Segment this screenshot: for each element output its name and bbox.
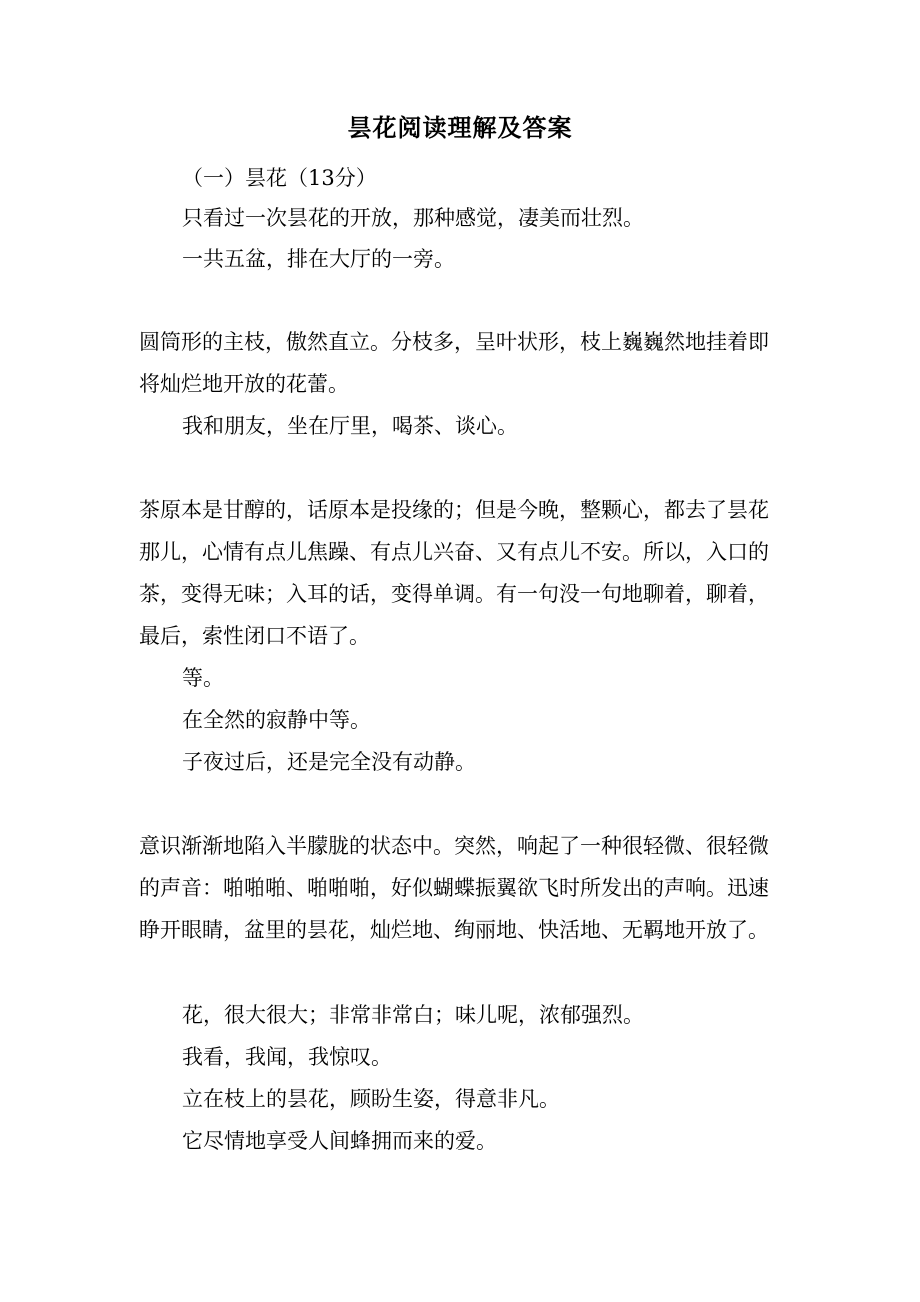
paragraph-12: 立在枝上的昙花，顾盼生姿，得意非凡。	[182, 1087, 560, 1111]
paragraph-4: 我和朋友，坐在厅里，喝茶、谈心。	[182, 414, 518, 438]
paragraph-11: 我看，我闻，我惊叹。	[182, 1045, 392, 1069]
paragraph-6: 等。	[182, 666, 224, 690]
paragraph-2: 一共五盆，排在大厅的一旁。	[182, 247, 455, 271]
section-heading: （一）昙花（13分）	[182, 166, 377, 190]
paragraph-3: 圆筒形的主枝，傲然直立。分枝多，呈叶状形，枝上巍巍然地挂着即将灿烂地开放的花蕾。	[139, 330, 769, 396]
paragraph-7: 在全然的寂静中等。	[182, 708, 371, 732]
paragraph-9: 意识渐渐地陷入半朦胧的状态中。突然，响起了一种很轻微、很轻微的声音：啪啪啪、啪啪啪，好似蝴蝶振翼欲飞时所发出的声响。迅速睁开眼睛，盆里的昙花，灿烂地、绚丽地、快活地、无羁地开放了。	[139, 834, 769, 942]
paragraph-5: 茶原本是甘醇的，话原本是投缘的；但是今晚，整颗心，都去了昙花那儿，心情有点儿焦躁、有点儿兴奋、又有点儿不安。所以，入口的茶，变得无味；入耳的话，变得单调。有一句没一句地聊着，聊着，最后，索性闭口不语了。	[139, 498, 769, 648]
paragraph-10: 花，很大很大；非常非常白；味儿呢，浓郁强烈。	[182, 1003, 644, 1027]
paragraph-8: 子夜过后，还是完全没有动静。	[182, 750, 476, 774]
page-title: 昙花阅读理解及答案	[347, 113, 573, 142]
paragraph-1: 只看过一次昙花的开放，那种感觉，凄美而壮烈。	[182, 206, 644, 230]
paragraph-13: 它尽情地享受人间蜂拥而来的爱。	[182, 1129, 497, 1153]
